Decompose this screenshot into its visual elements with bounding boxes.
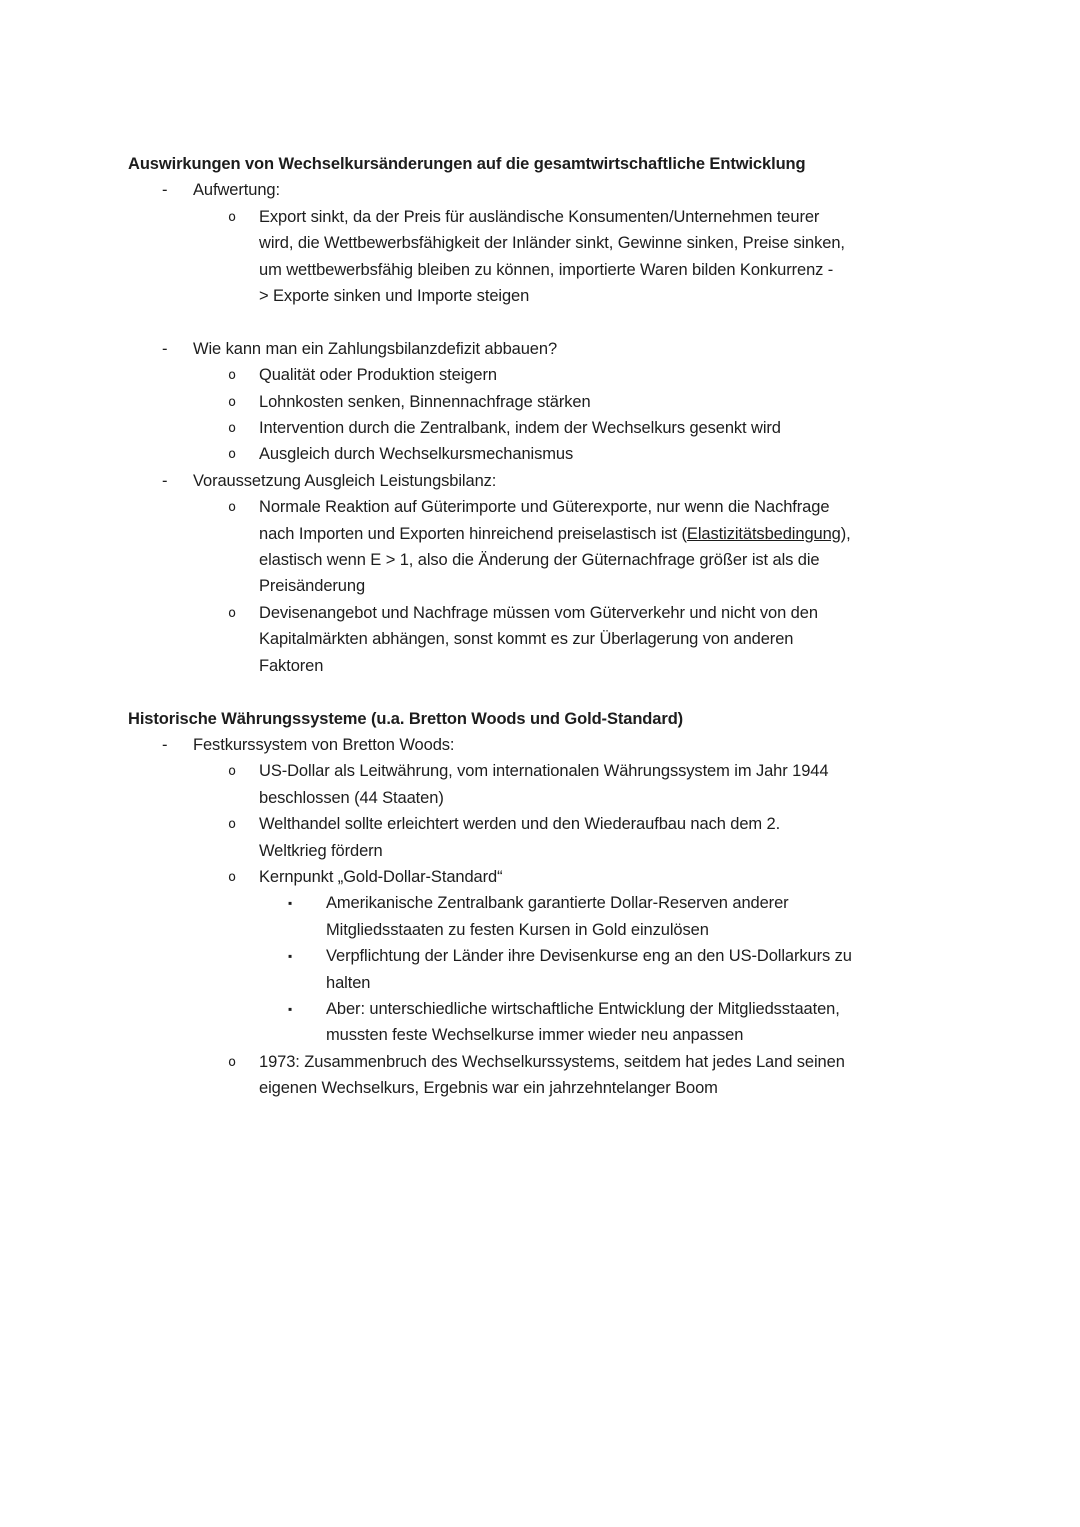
list-item-level3 (128, 996, 960, 1049)
list-item-text (259, 441, 960, 467)
list-item-text (259, 600, 960, 679)
bullet-marker: o (228, 868, 237, 885)
section-heading: Historische Währungssysteme (u.a. Bretton Woods und Gold-Standard) (128, 709, 684, 728)
bullet-marker: - (162, 181, 168, 200)
text-line: halten (326, 973, 371, 992)
list-item-text (259, 204, 960, 310)
text-line: 1973: Zusammenbruch des Wechselkurssystems, seitdem hat jedes Land seinen (259, 1052, 845, 1071)
list-item-level2 (128, 864, 960, 890)
bullet-marker: - (162, 735, 168, 754)
list-item-text (259, 811, 960, 864)
underlined-term: Elastizitätsbedingung (686, 524, 841, 543)
text-line: Devisenangebot und Nachfrage müssen vom Güterverkehr und nicht von den (259, 603, 818, 622)
text-line: Festkurssystem von Bretton Woods: (193, 735, 455, 754)
list-item-text (193, 732, 960, 758)
list-item-text (259, 1049, 960, 1102)
bullet-marker: - (162, 471, 168, 490)
text-line: > Exporte sinken und Importe steigen (259, 287, 530, 306)
list-item-text (326, 890, 960, 943)
text-line: mussten feste Wechselkurse immer wieder neu anpassen (326, 1026, 744, 1045)
list-item-text (193, 177, 960, 203)
text-line: Voraussetzung Ausgleich Leistungsbilanz: (193, 471, 497, 490)
text-line: Ausgleich durch Wechselkursmechanismus (259, 445, 574, 464)
list-item-text (326, 996, 960, 1049)
blank-line (128, 309, 960, 335)
list-item-text (259, 494, 960, 600)
list-item-level3 (128, 890, 960, 943)
list-item-text (259, 389, 960, 415)
text-line: Faktoren (259, 656, 324, 675)
bullet-marker: - (162, 339, 168, 358)
bullet-marker: o (228, 420, 237, 437)
list-item-text (259, 758, 960, 811)
bullet-marker: o (228, 446, 237, 463)
list-item-level2 (128, 811, 960, 864)
bullet-marker: ▪ (288, 1001, 293, 1016)
text-line: elastisch wenn E > 1, also die Änderung der Güternachfrage größer ist als die (259, 551, 820, 570)
text-line: US-Dollar als Leitwährung, vom internationalen Währungssystem im Jahr 1944 (259, 762, 829, 781)
list-item-text (193, 336, 960, 362)
bullet-marker: o (228, 208, 237, 225)
text-line: Kapitalmärkten abhängen, sonst kommt es zur Überlagerung von anderen (259, 630, 794, 649)
text-line: wird, die Wettbewerbsfähigkeit der Inländer sinkt, Gewinne sinken, Preise sinken, (259, 234, 845, 253)
list-item-text (193, 468, 960, 494)
bullet-marker: o (228, 763, 237, 780)
text-line: Kernpunkt „Gold-Dollar-Standard“ (259, 867, 503, 886)
list-item-level2 (128, 415, 960, 441)
bullet-marker: ▪ (288, 896, 293, 911)
bullet-marker: o (228, 1053, 237, 1070)
text-line: Normale Reaktion auf Güterimporte und Güterexporte, nur wenn die Nachfrage (259, 498, 830, 517)
list-item-level1 (128, 177, 960, 203)
document-section-2 (128, 706, 960, 1102)
text-line: Intervention durch die Zentralbank, indem der Wechselkurs gesenkt wird (259, 419, 781, 438)
text-line: nach Importen und Exporten hinreichend preiselastisch ist (Elastizitätsbedingung), (259, 524, 851, 543)
text-line: Amerikanische Zentralbank garantierte Dollar-Reserven anderer (326, 894, 789, 913)
text-line: Qualität oder Produktion steigern (259, 366, 497, 385)
bullet-marker: o (228, 499, 237, 516)
bullet-marker: o (228, 367, 237, 384)
list-item-text (259, 362, 960, 388)
text-line: um wettbewerbsfähig bleiben zu können, importierte Waren bilden Konkurrenz - (259, 260, 834, 279)
text-line: Lohnkosten senken, Binnennachfrage stärken (259, 392, 591, 411)
text-line: Welthandel sollte erleichtert werden und den Wiederaufbau nach dem 2. (259, 815, 781, 834)
list-item-level2 (128, 389, 960, 415)
list-item-text (259, 864, 960, 890)
section-heading: Auswirkungen von Wechselkursänderungen auf die gesamtwirtschaftliche Entwicklung (128, 155, 806, 173)
list-item-level2 (128, 494, 960, 600)
text-line: eigenen Wechselkurs, Ergebnis war ein jahrzehntelanger Boom (259, 1079, 718, 1098)
bullet-marker: o (228, 604, 237, 621)
bullet-marker: ▪ (288, 949, 293, 964)
list-item-level2 (128, 362, 960, 388)
list-item-text (259, 415, 960, 441)
list-item-level1 (128, 336, 960, 362)
list-item-level1 (128, 732, 960, 758)
list-item-level2 (128, 600, 960, 679)
list-item-level1 (128, 468, 960, 494)
bullet-marker: o (228, 816, 237, 833)
text-line: Verpflichtung der Länder ihre Devisenkurse eng an den US-Dollarkurs zu (326, 947, 852, 966)
text-line: Aufwertung: (193, 181, 280, 200)
text-line: Mitgliedsstaaten zu festen Kursen in Gold einzulösen (326, 920, 709, 939)
text-line: Preisänderung (259, 577, 366, 596)
list-item-level2 (128, 204, 960, 310)
text-line: beschlossen (44 Staaten) (259, 788, 444, 807)
text-line: Wie kann man ein Zahlungsbilanzdefizit abbauen? (193, 339, 558, 358)
text-line: Export sinkt, da der Preis für ausländische Konsumenten/Unternehmen teurer (259, 207, 820, 226)
list-item-level2 (128, 441, 960, 467)
list-item-text (326, 943, 960, 996)
text-line: Weltkrieg fördern (259, 841, 383, 860)
list-item-level2 (128, 1049, 960, 1102)
text-line: Aber: unterschiedliche wirtschaftliche Entwicklung der Mitgliedsstaaten, (326, 999, 840, 1018)
document-section-1 (128, 151, 960, 679)
list-item-level2 (128, 758, 960, 811)
bullet-marker: o (228, 393, 237, 410)
list-item-level3 (128, 943, 960, 996)
